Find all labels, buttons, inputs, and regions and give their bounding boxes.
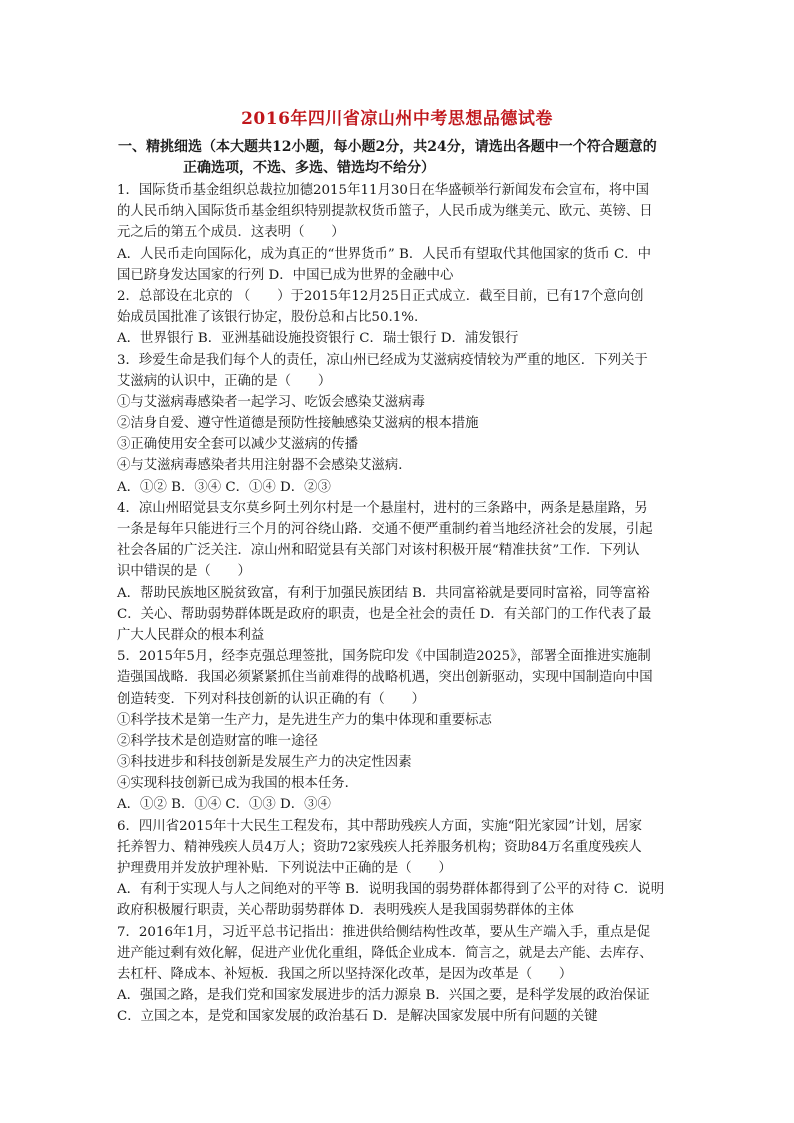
text-line: C．关心、帮助弱势群体既是政府的职责，也是全社会的责任 D．有关部门的工作代表了最 [117,606,652,622]
text-line: 进产能过剩有效化解，促进产业优化重组，降低企业成本．简言之，就是去产能、去库存、 [117,945,653,961]
text-line: 识中错误的是（ ） [117,564,251,580]
text-line: 造强国战略．我国必须紧紧抓住当前难得的战略机遇，突出创新驱动，实现中国制造向中国 [117,670,653,686]
text-line: 始成员国批准了该银行协定，股份总和占比50.1%. [117,310,419,326]
text-line: ④实现科技创新已成为我国的根本任务． [117,776,359,792]
text-line: 7．2016年1月，习近平总书记指出：推进供给侧结构性改革，要从生产端入手，重点是促 [117,924,651,940]
text-line: 创造转变．下列对科技创新的认识正确的有（ ） [117,691,425,707]
text-line: ③科技进步和科技创新是发展生产力的决定性因素 [117,755,412,771]
text-line: 一条是每年只能进行三个月的河谷绕山路．交通不便严重制约着当地经济社会的发展，引起 [117,522,653,537]
text-line: 托养智力、精神残疾人员4万人；资助72家残疾人托养服务机构；资助84万名重度残疾人 [117,839,642,855]
text-line: A．①② B．③④ C．①④ D．②③ [117,479,331,495]
exam-title: 2016年四川省凉山州中考思想品德试卷 [241,109,553,129]
text-line: 去杠杆、降成本、补短板．我国之所以坚持深化改革，是因为改革是（ ） [117,966,573,982]
text-line: C．立国之本，是党和国家发展的政治基石 D．是解决国家发展中所有问题的关键 [117,1009,598,1025]
text-line: 元之后的第五个成员．这表明（ ） [117,225,345,241]
text-line: ②洁身自爱、遵守性道德是预防性接触感染艾滋病的根本措施 [117,416,479,432]
text-line: 5．2015年5月，经李克强总理签批，国务院印发《中国制造2025》，部署全面推进实施制 [117,649,651,665]
text-line: 1．国际货币基金组织总裁拉加德2015年11月30日在华盛顿举行新闻发布会宣布，将中国 [117,183,649,198]
text-line: A．帮助民族地区脱贫致富，有利于加强民族团结 B．共同富裕就是要同时富裕，同等富裕 [117,585,650,601]
text-line: 的人民币纳入国际货币基金组织特别提款权货币篮子，人民币成为继美元、欧元、英镑、日 [117,204,653,220]
text-line: ①科学技术是第一生产力，是先进生产力的集中体现和重要标志 [117,712,492,728]
text-line: A．强国之路，是我们党和国家发展进步的活力源泉 B．兴国之要，是科学发展的政治保证 [117,988,650,1004]
section-heading [118,137,678,179]
text-line: A．①② B．①④ C．①③ D．③④ [117,797,331,813]
text-line: ②科学技术是创造财富的唯一途径 [117,733,318,749]
text-line: A．人民币走向国际化，成为真正的“世界货币” B．人民币有望取代其他国家的货币 C．中 [117,246,652,262]
text-line: 艾滋病的认识中，正确的是（ ） [117,373,332,389]
text-line: 6．四川省2015年十大民生工程发布，其中帮助残疾人方面，实施“阳光家园”计划，居家 [117,818,642,834]
question-body [117,180,677,1028]
text-line: 4．凉山州昭觉县支尔莫乡阿土列尔村是一个悬崖村，进村的三条路中，两条是悬崖路，另 [117,500,648,516]
section-heading-line-1: 一、精挑细选（本大题共12小题，每小题2分，共24分，请选出各题中一个符合题意的 [118,139,657,155]
text-line: A．有利于实现人与人之间绝对的平等 B．说明我国的弱势群体都得到了公平的对待 C．说明 [117,882,665,898]
text-line: ③正确使用安全套可以减少艾滋病的传播 [117,437,359,453]
text-line: ①与艾滋病毒感染者一起学习、吃饭会感染艾滋病毒 [117,394,425,410]
text-line: 2．总部设在北京的 （ ）于2015年12月25日正式成立．截至目前，已有17个意向创 [117,288,644,304]
text-line: 护理费用并发放护理补贴．下列说法中正确的是（ ） [117,861,452,876]
section-heading-line-2: 正确选项，不选、多选、错选均不给分） [183,160,435,176]
text-line: ④与艾滋病毒感染者共用注射器不会感染艾滋病． [117,458,412,474]
text-line: 广大人民群众的根本利益 [117,627,265,643]
text-line: 社会各届的广泛关注．凉山州和昭觉县有关部门对该村积极开展“精准扶贫”工作．下列认 [117,543,640,559]
text-line: 国已跻身发达国家的行列 D．中国已成为世界的金融中心 [117,267,454,283]
text-line: 3．珍爱生命是我们每个人的责任，凉山州已经成为艾滋病疫情较为严重的地区．下列关于 [117,352,648,368]
text-line: 政府积极履行职责，关心帮助弱势群体 D．表明残疾人是我国弱势群体的主体 [117,903,574,919]
text-line: A．世界银行 B．亚洲基础设施投资银行 C．瑞士银行 D．浦发银行 [117,331,519,347]
